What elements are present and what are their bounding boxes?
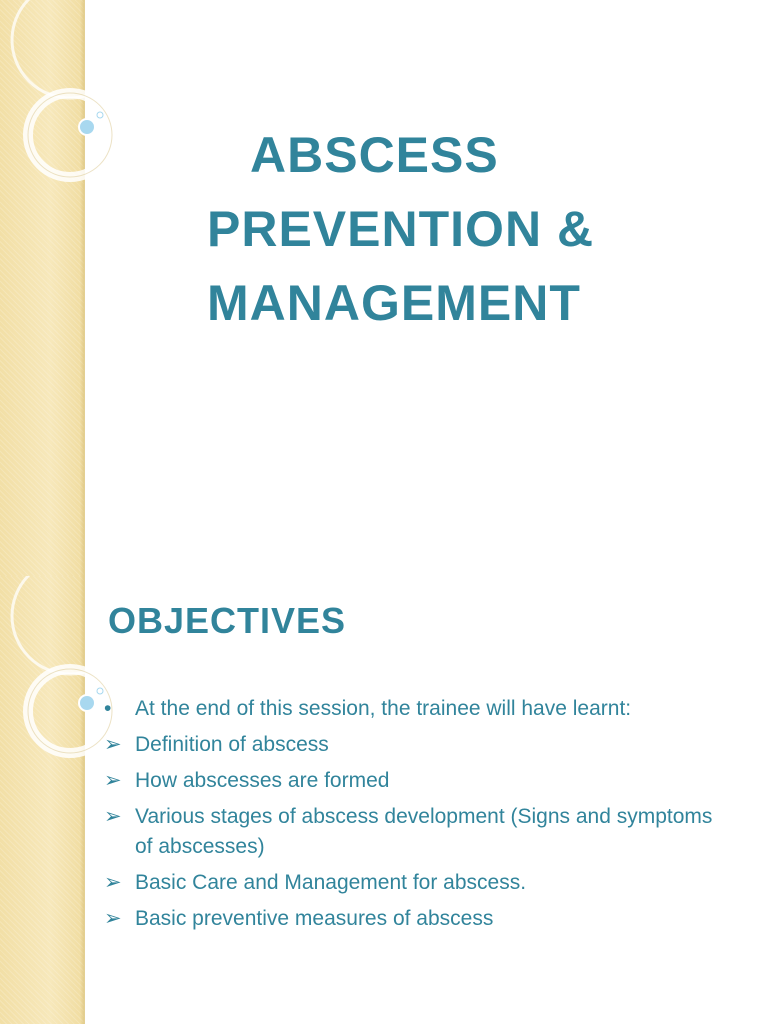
list-item-text: Various stages of abscess development (Signs and symptoms of abscesses) xyxy=(135,805,713,858)
list-item xyxy=(104,868,724,898)
arrow-bullet-icon: ➢ xyxy=(104,805,122,828)
list-item-text: Basic preventive measures of abscess xyxy=(135,907,494,930)
list-item xyxy=(104,730,724,760)
list-item xyxy=(104,802,724,862)
list-item-text: At the end of this session, the trainee will have learnt: xyxy=(135,697,632,720)
arrow-bullet-icon: ➢ xyxy=(104,733,122,756)
list-item-text: Basic Care and Management for abscess. xyxy=(135,871,527,894)
list-item-text: Definition of abscess xyxy=(135,733,329,756)
title-line-2: PREVENTION & xyxy=(207,201,595,257)
arrow-bullet-icon: ➢ xyxy=(104,871,122,894)
list-item-text: How abscesses are formed xyxy=(135,769,390,792)
decorative-rings-icon xyxy=(0,0,130,260)
title-line-1: ABSCESS xyxy=(250,127,499,183)
list-item xyxy=(104,694,724,724)
objectives-list xyxy=(104,694,724,940)
objectives-slide xyxy=(0,576,768,1024)
arrow-bullet-icon: ➢ xyxy=(104,769,122,792)
arrow-bullet-icon: ➢ xyxy=(104,907,122,930)
list-item xyxy=(104,904,724,934)
list-item xyxy=(104,766,724,796)
title-line-3: MANAGEMENT xyxy=(207,275,581,331)
objectives-heading: OBJECTIVES xyxy=(108,600,347,641)
bullet-icon: • xyxy=(104,697,112,720)
